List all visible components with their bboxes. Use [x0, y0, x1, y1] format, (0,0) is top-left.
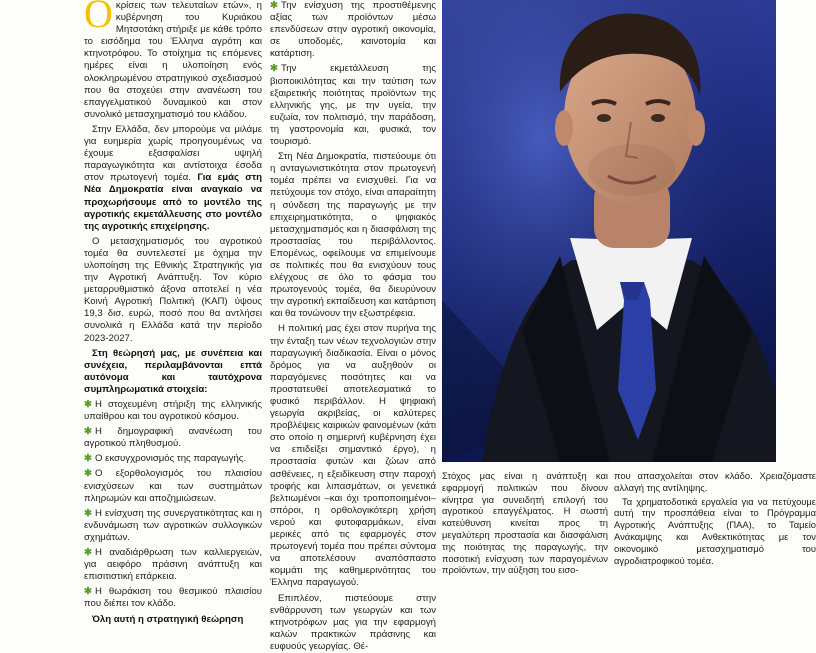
portrait-illustration	[442, 0, 776, 462]
star-bullet-icon: ✱	[84, 586, 93, 598]
article-bottom-section	[442, 470, 816, 576]
paragraph-funding: Τα χρηματοδοτικά εργαλεία για να πετύχουμε αυτή την προσπάθεια είναι το Πρόγραμμα Αγροτικής Ανάπτυξης (ΠΑΑ), το Ταμείο Ανάκαμψης και Ανθεκτικότητας με τον οικονομικό μετασχηματισμό του αγροδιατροφικού τομέα.	[614, 495, 816, 566]
list-item: ✱ Ο εκσυγχρονισμός της παραγωγής.	[84, 453, 247, 465]
paragraph-seven-elements: Στη θεώρησή μας, με συνέπεια και συνέχεια, περιλαμβάνονται επτά αυτόνομα και ταυτόχρονα συμπληρωματικά στοιχεία:	[84, 347, 262, 395]
list-item: ✱ Η θωράκιση του θεσμικού πλαισίου που διέπει τον κλάδο.	[84, 586, 262, 610]
paragraph-technology: Η πολιτική μας έχει στον πυρήνα της την ένταξη των νέων τεχνολογιών στην παραγωγική διαδικασία. Είναι ο μόνος δρόμος για να αυξηθούν οι παραγόμενες ποσότητες και να προστατευθεί αποτελεσματικά το φυσικό περιβάλλον. Η ψηφιακή γεωργία ακριβείας, οι καλύτερες προβλέψεις καιρικών φαινομένων (κάτι στο οποίο η σημερινή κυβέρνηση έχει να επιδείξει σημαντικό έργο), η προστασία φυτών και ζώων από ασθένειες, η εξειδίκευση στην παροχή τροφής και λιπασμάτων, οι γενετικά βελτιωμένοι –και όχι τροποποιημένοι– σπόροι, η ορθολογικότερη χρήση νερού και φυτοφαρμάκων, είναι μερικές από τις εφαρμογές στον πρωτογενή τομέα που πρέπει σύντομα να αποτελέσουν αναπόσπαστο κομμάτι της καθημερινότητας του Έλληνα παραγωγού.	[270, 323, 436, 589]
paragraph-competitiveness: Στη Νέα Δημοκρατία, πιστεύουμε ότι η ανταγωνιστικότητα στον πρωτογενή τομέα πρέπει να ενισχυθεί. Για να πετύχουμε τον στόχο, είναι απαραίτητη η σύνδεση της παραγωγής με την επιχειρηματικότητα, ο ψηφιακός μετασχηματισμός και η διασφάλιση της προστασίας του περιβάλλοντος. Επομένως, οφείλουμε να επιμείνουμε σε πολιτικές που θα ενισχύουν τους ελέγχους σε όλο το φάσμα του πρωτογενούς τομέα, θα διευρύνουν την αγροτική εκπαίδευση και κατάρτιση και θα τονώνουν την εξωστρέφεια.	[270, 151, 436, 320]
bottom-column-2	[614, 470, 816, 565]
article-column-1	[84, 0, 262, 625]
star-bullet-icon: ✱	[84, 468, 93, 480]
closing-bold-line: Όλη αυτή η στρατηγική θεώρηση	[92, 613, 244, 625]
paragraph-green-farming: Επιπλέον, πιστεύουμε στην ενθάρρυνση των γεωργών και των κτηνοτρόφων μας για την εφαρμογή καλών πρακτικών πράσινης και ευφυούς γεωργίας. Θέ-	[270, 592, 436, 652]
list-item: ✱ Η ενίσχυση της συνεργατικότητας και η ενδυνάμωση των αγροτικών συλλογικών σχημάτων.	[84, 507, 262, 543]
intro-paragraph: Οκρίσεις των τελευταίων ετών», η κυβέρνηση του Κυριάκου Μητσοτάκη στήριξε με κάθε τρόπο το εισόδημα του Έλληνα αγρότη και κτηνοτρόφου. Το στοίχημα τις επόμενες ημέρες είναι η υλοποίηση ενός ολοκληρωμένου στρατηγικού σχεδιασμού που θα στοχεύει στην ανανέωση του επαγγελματικού δυναμικού και στον συνολικό μετασχηματισμό του κλάδου.	[84, 0, 262, 120]
star-bullet-icon: ✱	[270, 63, 279, 75]
star-bullet-icon: ✱	[84, 453, 93, 465]
star-bullet-icon: ✱	[84, 547, 93, 559]
bottom-column-1	[442, 470, 608, 576]
paragraph-prosperity: Στην Ελλάδα, δεν μπορούμε να μιλάμε για ευημερία χωρίς προηγουμένως να έχουμε εξασφαλίσει υψηλή παραγωγικότητα και αντίστοιχα έσοδα στον πρωτογενή τομέα. Για εμάς στη Νέα Δημοκρατία είναι αναγκαίο να προχωρήσουμε από το μοντέλο της αγροτικής εκμετάλλευσης στο μοντέλο της αγροτικής επιχείρησης.	[84, 123, 262, 232]
bullet-list	[84, 399, 262, 611]
star-bullet-icon: ✱	[84, 426, 93, 438]
star-bullet-icon: ✱	[84, 507, 93, 519]
list-item: ✱ Η αναδιάρθρωση των καλλιεργειών, για αειφόρο πράσινη ανάπτυξη και επισιτιστική επάρκεια.	[84, 547, 262, 583]
list-item: ✱ Η δημογραφική ανανέωση του αγροτικού πληθυσμού.	[84, 426, 262, 450]
list-item: ✱ Η στοχευμένη στήριξη της ελληνικής υπαίθρου και του αγροτικού κόσμου.	[84, 399, 262, 423]
article-column-2	[270, 0, 436, 652]
list-item: ✱ Ο εξορθολογισμός του πλαισίου ενισχύσεων και των συστημάτων πληρωμών και αποζημιώσεων.	[84, 468, 262, 504]
portrait-photo	[442, 0, 776, 462]
star-bullet-icon: ✱	[270, 0, 279, 11]
paragraph-transformation: Ο μετασχηματισμός του αγροτικού τομέα θα συντελεστεί με όχημα την υλοποίηση της Εθνικής Στρατηγικής για την Αγροτική Ανάπτυξη. Τον κύριο μεταρρυθμιστικό άξονα αποτελεί η νέα Κοινή Αγροτική Πολιτική (ΚΑΠ) ύψους 19,3 δισ. ευρώ, ποσό που θα αντλήσει συνολικά η Ελλάδα κατά την περίοδο 2023-2027.	[84, 235, 262, 344]
star-bullet-icon: ✱	[84, 399, 93, 410]
dropcap-o: Ο	[84, 0, 113, 36]
paragraph-goal: Στόχος μας είναι η ανάπτυξη και εφαρμογή πολιτικών που δίνουν κίνητρα για συνειδητή επιλογή του αγροτικού επαγγέλματος. Η σωστή κατεύθυνση κινείται προς τη μεγαλύτερη προστασία και διασφάλιση της ποιότητας της παραγωγής, την ποσοτική ενίσχυση των παραγομένων προϊόντων, την αύξηση του εισο-	[442, 470, 608, 576]
list-item: ✱ Την εκμετάλλευση της βιοποικιλότητας και την ταύτιση των εξαιρετικής ποιότητας προϊόντων της ελληνικής γης, με την υγεία, την ευζωία, τον πολιτισμό, την παράδοση, τη γαστρονομία και, φυσικά, τον τουρισμό.	[270, 63, 436, 148]
list-item: ✱ Την ενίσχυση της προστιθέμενης αξίας των προϊόντων μέσω επενδύσεων στην αγροτική οικονομία, σε υποδομές, καινοτομία και κατάρτιση.	[270, 0, 436, 60]
paragraph-perception: που απασχολείται στον κλάδο. Χρειαζόμαστε αλλαγή της αντίληψης.	[614, 470, 816, 493]
